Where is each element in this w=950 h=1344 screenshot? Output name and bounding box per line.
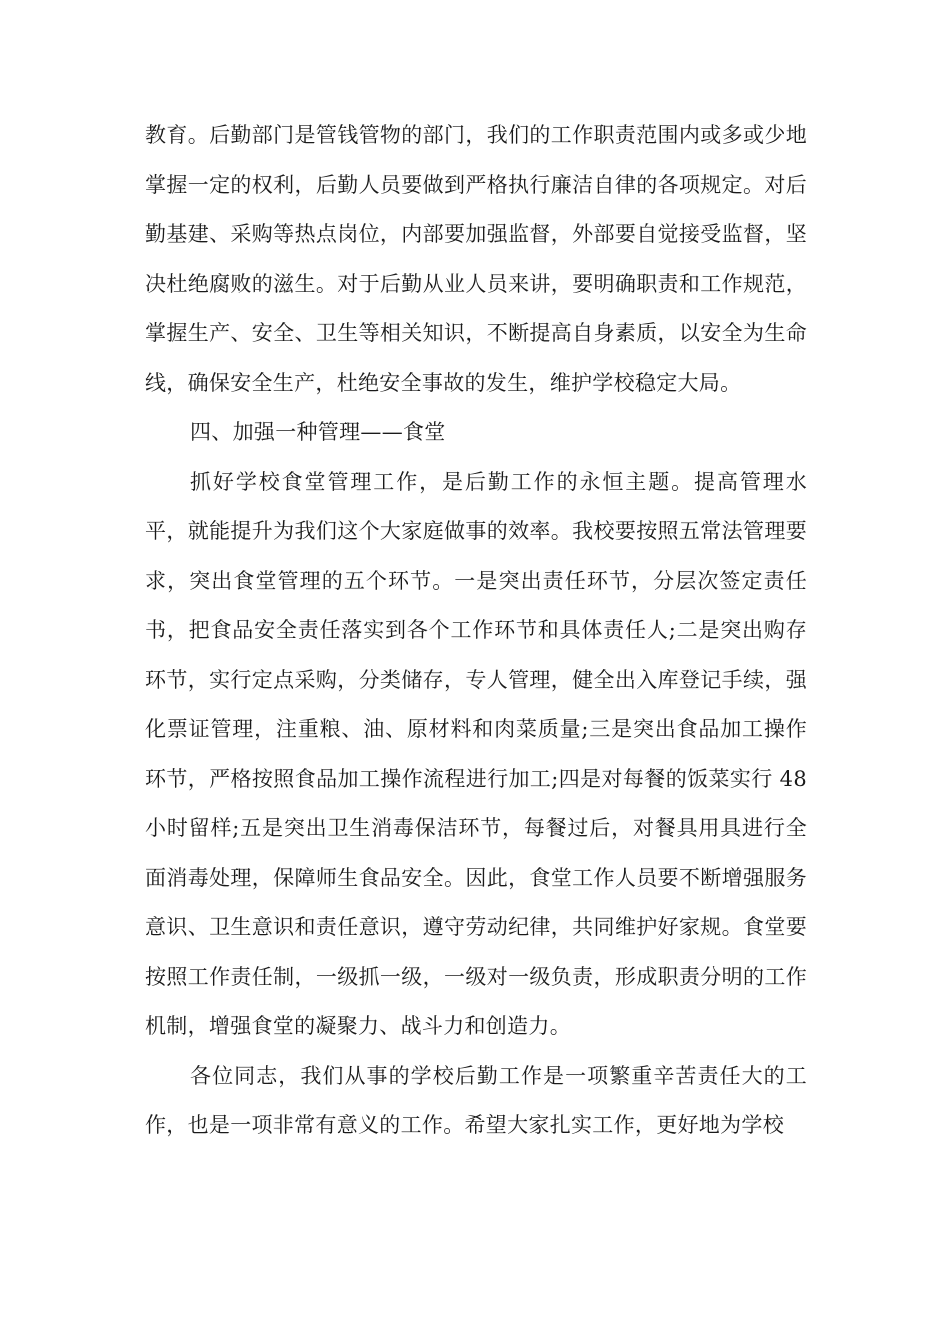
paragraph-canteen: 抓好学校食堂管理工作，是后勤工作的永恒主题。提高管理水平，就能提升为我们这个大家庭做事的效率。我校要按照五常法管理要求，突出食堂管理的五个环节。一是突出责任环节，分层次签定责任书，把食品安全责任落实到各个工作环节和具体责任人;二是突出购存环节，实行定点采购，分类储存，专人管理，健全出入库登记手续，强化票证管理，注重粮、油、原材料和肉菜质量;三是突出食品加工操作环节，严格按照食品加工操作流程进行加工;四是对每餐的饭菜实行 48 小时留样;五是突出卫生消毒保洁环节，每餐过后，对餐具用具进行全面消毒处理，保障师生食品安全。因此，食堂工作人员要不断增强服务意识、卫生意识和责任意识，遵守劳动纪律，共同维护好家规。食堂要按照工作责任制，一级抓一级，一级对一级负责，形成职责分明的工作机制，增强食堂的凝聚力、战斗力和创造力。: [145, 469, 807, 1038]
paragraph-continuation: 教育。后勤部门是管钱管物的部门，我们的工作职责范围内或多或少地掌握一定的权利，后勤人员要做到严格执行廉洁自律的各项规定。对后勤基建、采购等热点岗位，内部要加强监督，外部要自觉接受监督，坚决杜绝腐败的滋生。对于后勤从业人员来讲，要明确职责和工作规范，掌握生产、安全、卫生等相关知识，不断提高自身素质，以安全为生命线，确保安全生产，杜绝安全事故的发生，维护学校稳定大局。: [145, 123, 807, 395]
paragraph-closing: 各位同志，我们从事的学校后勤工作是一项繁重辛苦责任大的工作，也是一项非常有意义的工作。希望大家扎实工作，更好地为学校: [145, 1063, 807, 1137]
section-heading: 四、加强一种管理——食堂: [190, 420, 446, 444]
document-body: [145, 111, 807, 1151]
